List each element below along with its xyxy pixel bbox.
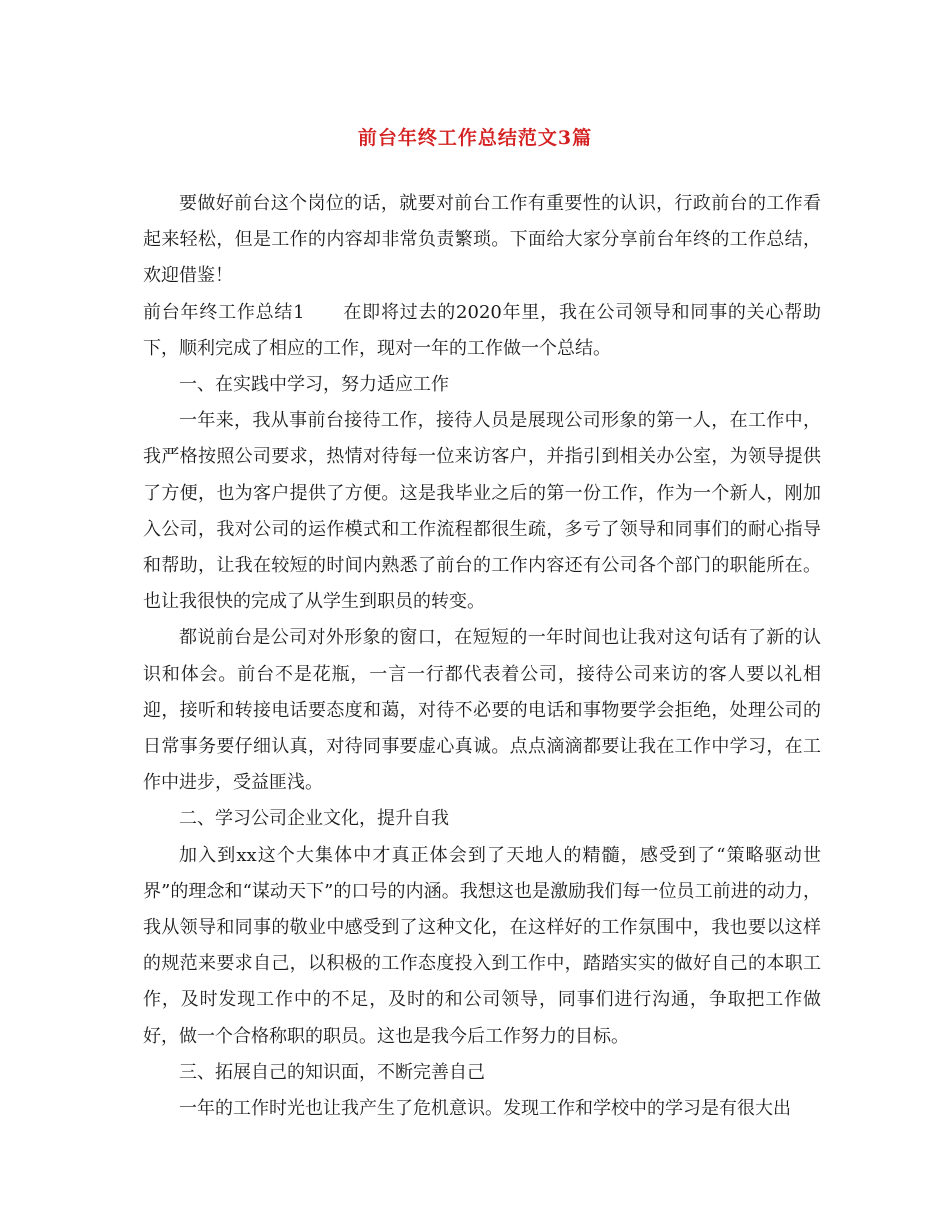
section1-lead-paragraph (143, 295, 821, 367)
document-title: 前台年终工作总结范文3篇 (357, 127, 593, 149)
section-heading-3: 三、拓展自己的知识面，不断完善自己 (179, 1061, 485, 1083)
body-paragraph-1: 一年来，我从事前台接待工作，接待人员是展现公司形象的第一人，在工作中，我严格按照公司要求，热情对待每一位来访客户，并指引到相关办公室，为领导提供了方便，也为客户提供了方便。这是我毕业之后的第一份工作，作为一个新人，刚加入公司，我对公司的运作模式和工作流程都很生疏，多亏了领导和同事们的耐心指导和帮助，让我在较短的时间内熟悉了前台的工作内容还有公司各个部门的职能所在。也让我很快的完成了从学生到职员的转变。 (143, 410, 821, 613)
body-paragraph-2: 都说前台是公司对外形象的窗口，在短短的一年时间也让我对这句话有了新的认识和体会。前台不是花瓶，一言一行都代表着公司，接待公司来访的客人要以礼相迎，接听和转接电话要态度和蔼，对待不必要的电话和事物要学会拒绝，处理公司的日常事务要仔细认真，对待同事要虚心真诚。点点滴滴都要让我在工作中学习，在工作中进步，受益匪浅。 (143, 627, 821, 794)
section1-lead-text: 在即将过去的2020年里，我在公司领导和同事的关心帮助下，顺利完成了相应的工作，现对一年的工作做一个总结。 (143, 301, 821, 359)
body-paragraph-4: 一年的工作时光也让我产生了危机意识。发现工作和学校中的学习是有很大出 (179, 1098, 791, 1120)
intro-paragraph: 要做好前台这个岗位的话，就要对前台工作有重要性的认识，行政前台的工作看起来轻松，但是工作的内容却非常负责繁琐。下面给大家分享前台年终的工作总结，欢迎借鉴！ (143, 193, 821, 287)
document-body (143, 186, 821, 1127)
section-heading-1: 一、在实践中学习，努力适应工作 (179, 374, 449, 396)
section1-label: 前台年终工作总结1 (143, 301, 305, 323)
body-paragraph-3: 加入到xx这个大集体中才真正体会到了天地人的精髓，感受到了“策略驱动世界”的理念和“谋动天下”的口号的内涵。我想这也是激励我们每一位员工前进的动力，我从领导和同事的敬业中感受到了这种文化，在这样好的工作氛围中，我也要以这样的规范来要求自己，以积极的工作态度投入到工作中，踏踏实实的做好自己的本职工作，及时发现工作中的不足，及时的和公司领导，同事们进行沟通，争取把工作做好，做一个合格称职的职员。这也是我今后工作努力的目标。 (143, 844, 821, 1047)
section-heading-2: 二、学习公司企业文化，提升自我 (179, 808, 449, 830)
